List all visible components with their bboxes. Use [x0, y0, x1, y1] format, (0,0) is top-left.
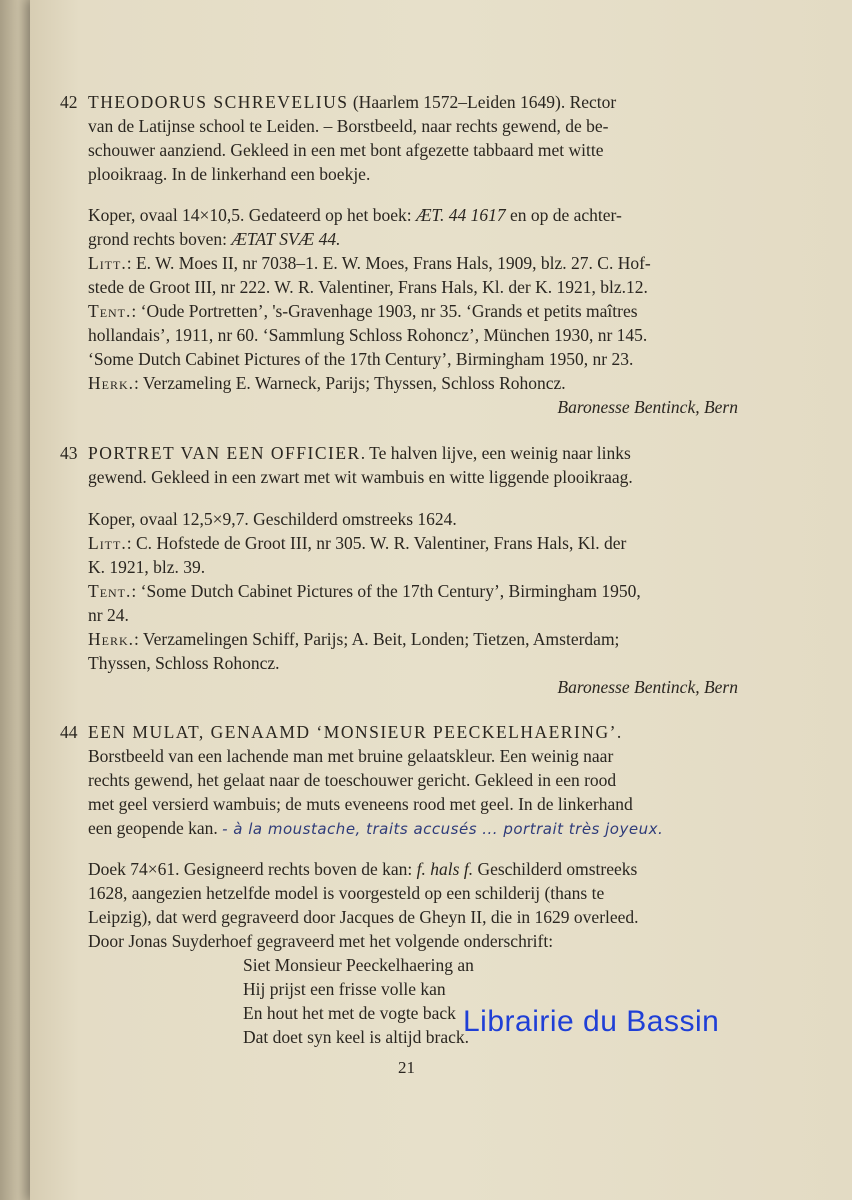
detail-line: K. 1921, blz. 39. [88, 557, 206, 577]
entry-heading: THEODORUS SCHREVELIUS [88, 92, 349, 112]
verse-line: Siet Monsieur Peeckelhaering an [243, 955, 474, 975]
entry-number: 43 [60, 443, 78, 463]
detail-line: grond rechts boven: ÆTAT SVÆ 44. [88, 229, 341, 249]
detail-line: Leipzig), dat werd gegraveerd door Jacques de Gheyn II, die in 1629 overleed. [88, 907, 639, 927]
description-line: met geel versierd wambuis; de muts eveneens rood met geel. In de linkerhand [88, 794, 633, 814]
entry-heading: PORTRET VAN EEN OFFICIER [88, 443, 361, 463]
owner-line: Baronesse Bentinck, Bern [557, 397, 738, 417]
detail-line: ‘Some Dutch Cabinet Pictures of the 17th Century’, Birmingham 1950, nr 23. [88, 349, 634, 369]
detail-line: Litt.: C. Hofstede de Groot III, nr 305. W. R. Valentiner, Frans Hals, Kl. der [88, 533, 627, 553]
detail-line: Tent.: ‘Oude Portretten’, 's-Gravenhage 1903, nr 35. ‘Grands et petits maîtres [88, 301, 638, 321]
description-line: plooikraag. In de linkerhand een boekje. [88, 164, 371, 184]
watermark-text: Librairie du Bassin [463, 1005, 720, 1038]
entry-number: 44 [60, 722, 78, 742]
entry-heading-rest: (Haarlem 1572–Leiden 1649). Rector [348, 92, 617, 112]
detail-line: Herk.: Verzameling E. Warneck, Parijs; Thyssen, Schloss Rohoncz. [88, 373, 566, 393]
detail-line: Doek 74×61. Gesigneerd rechts boven de kan: f. hals f. Geschilderd omstreeks [88, 859, 638, 879]
description-line: schouwer aanziend. Gekleed in een met bont afgezette tabbaard met witte [88, 140, 604, 160]
catalogue-entry-43 [60, 441, 738, 699]
detail-line: Koper, ovaal 14×10,5. Gedateerd op het boek: ÆT. 44 1617 en op de achter- [88, 205, 622, 225]
page-number: 21 [398, 1058, 415, 1077]
detail-line: Herk.: Verzamelingen Schiff, Parijs; A. Beit, Londen; Tietzen, Amsterdam; [88, 629, 620, 649]
catalogue-entry-42 [60, 90, 738, 419]
description-line: van de Latijnse school te Leiden. – Borstbeeld, naar rechts gewend, de be- [88, 116, 609, 136]
detail-line: Thyssen, Schloss Rohoncz. [88, 653, 280, 673]
detail-line: hollandais’, 1911, nr 60. ‘Sammlung Schloss Rohoncz’, München 1930, nr 145. [88, 325, 648, 345]
verse-line: En hout het met de vogte back [243, 1003, 456, 1023]
verse-line: Hij prijst een frisse volle kan [243, 979, 446, 999]
detail-line: stede de Groot III, nr 222. W. R. Valentiner, Frans Hals, Kl. der K. 1921, blz.12. [88, 277, 648, 297]
handwritten-annotation: - à la moustache, traits accusés ... portrait très joyeux. [222, 820, 664, 838]
entry-heading-rest: . Te halven lijve, een weinig naar links [360, 443, 631, 463]
verse-line: Dat doet syn keel is altijd brack. [243, 1027, 469, 1047]
detail-line: Koper, ovaal 12,5×9,7. Geschilderd omstreeks 1624. [88, 509, 457, 529]
detail-line: 1628, aangezien hetzelfde model is voorgesteld op een schilderij (thans te [88, 883, 605, 903]
detail-line: Litt.: E. W. Moes II, nr 7038–1. E. W. Moes, Frans Hals, 1909, blz. 27. C. Hof- [88, 253, 651, 273]
entry-heading: EEN MULAT, GENAAMD ‘MONSIEUR PEECKELHAERING’. [88, 722, 623, 742]
adjacent-page-edge [0, 0, 30, 1200]
entry-number: 42 [60, 92, 78, 112]
detail-line: nr 24. [88, 605, 129, 625]
catalogue-entry-44 [60, 720, 738, 1049]
description-line: gewend. Gekleed in een zwart met wit wambuis en witte liggende plooikraag. [88, 467, 633, 487]
detail-line: Tent.: ‘Some Dutch Cabinet Pictures of the 17th Century’, Birmingham 1950, [88, 581, 641, 601]
detail-line: Door Jonas Suyderhoef gegraveerd met het volgende onderschrift: [88, 931, 554, 951]
owner-line: Baronesse Bentinck, Bern [557, 677, 738, 697]
description-line: Borstbeeld van een lachende man met bruine gelaatskleur. Een weinig naar [88, 746, 614, 766]
description-line: rechts gewend, het gelaat naar de toeschouwer gericht. Gekleed in een rood [88, 770, 617, 790]
description-line: een geopende kan. - à la moustache, traits accusés ... portrait très joyeux. [88, 818, 664, 838]
